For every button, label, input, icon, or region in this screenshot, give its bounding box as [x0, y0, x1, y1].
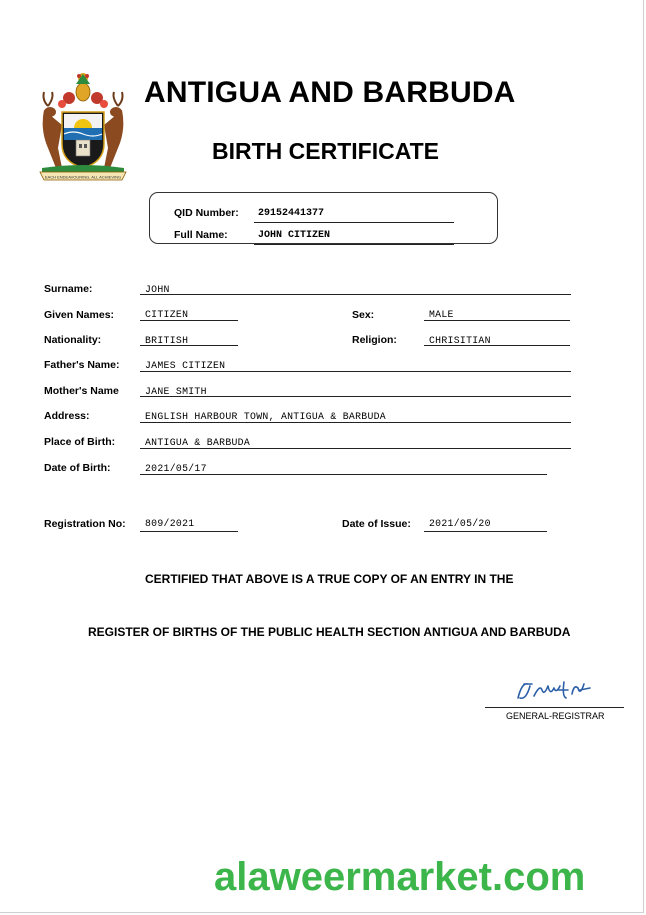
qid-label: QID Number: [174, 207, 239, 219]
mother-value: JANE SMITH [145, 386, 207, 397]
surname-label: Surname: [44, 283, 93, 295]
nationality-underline [140, 345, 238, 346]
given-names-label: Given Names: [44, 309, 115, 321]
issue-date-label: Date of Issue: [342, 518, 411, 530]
religion-label: Religion: [352, 334, 397, 346]
registrar-signature [514, 676, 594, 704]
fullname-value: JOHN CITIZEN [258, 230, 331, 241]
surname-underline [140, 294, 571, 295]
registrar-title: GENERAL-REGISTRAR [506, 711, 605, 721]
address-label: Address: [44, 410, 90, 422]
sex-underline [424, 320, 570, 321]
surname-value: JOHN [145, 284, 170, 295]
mother-label: Mother's Name [44, 385, 119, 397]
country-title: ANTIGUA AND BARBUDA [144, 76, 516, 109]
dob-underline [140, 474, 547, 475]
given-names-value: CITIZEN [145, 309, 189, 320]
issue-date-underline [424, 531, 547, 532]
registration-value: 809/2021 [145, 518, 195, 529]
religion-value: CHRISITIAN [429, 335, 491, 346]
place-of-birth-label: Place of Birth: [44, 436, 116, 448]
religion-underline [424, 345, 570, 346]
address-value: ENGLISH HARBOUR TOWN, ANTIGUA & BARBUDA [145, 411, 386, 422]
mother-underline [140, 396, 571, 397]
fullname-underline [254, 244, 454, 245]
place-of-birth-value: ANTIGUA & BARBUDA [145, 437, 251, 448]
issue-date-value: 2021/05/20 [429, 518, 491, 529]
qid-value: 29152441377 [258, 208, 325, 219]
father-value: JAMES CITIZEN [145, 360, 226, 371]
signature-line [485, 707, 624, 708]
document-title: BIRTH CERTIFICATE [212, 138, 440, 164]
svg-text:EACH ENDEAVOURING, ALL ACHIEVI: EACH ENDEAVOURING, ALL ACHIEVING [44, 174, 122, 180]
place-of-birth-underline [140, 448, 571, 449]
father-underline [140, 371, 571, 372]
given-names-underline [140, 320, 238, 321]
dob-value: 2021/05/17 [145, 463, 207, 474]
watermark-text: alaweermarket.com [214, 855, 586, 899]
fullname-label: Full Name: [174, 229, 228, 241]
nationality-label: Nationality: [44, 334, 102, 346]
address-underline [140, 422, 571, 423]
father-label: Father's Name: [44, 359, 120, 371]
certification-line-1: CERTIFIED THAT ABOVE IS A TRUE COPY OF AN ENTRY IN THE [145, 572, 514, 586]
certification-line-2: REGISTER OF BIRTHS OF THE PUBLIC HEALTH SECTION ANTIGUA AND BARBUDA [88, 625, 571, 639]
sex-value: MALE [429, 309, 454, 320]
dob-label: Date of Birth: [44, 462, 111, 474]
registration-label: Registration No: [44, 518, 126, 530]
nationality-value: BRITISH [145, 335, 189, 346]
registration-underline [140, 531, 238, 532]
qid-underline [254, 222, 454, 223]
coat-of-arms-emblem [34, 70, 132, 182]
sex-label: Sex: [352, 309, 375, 321]
